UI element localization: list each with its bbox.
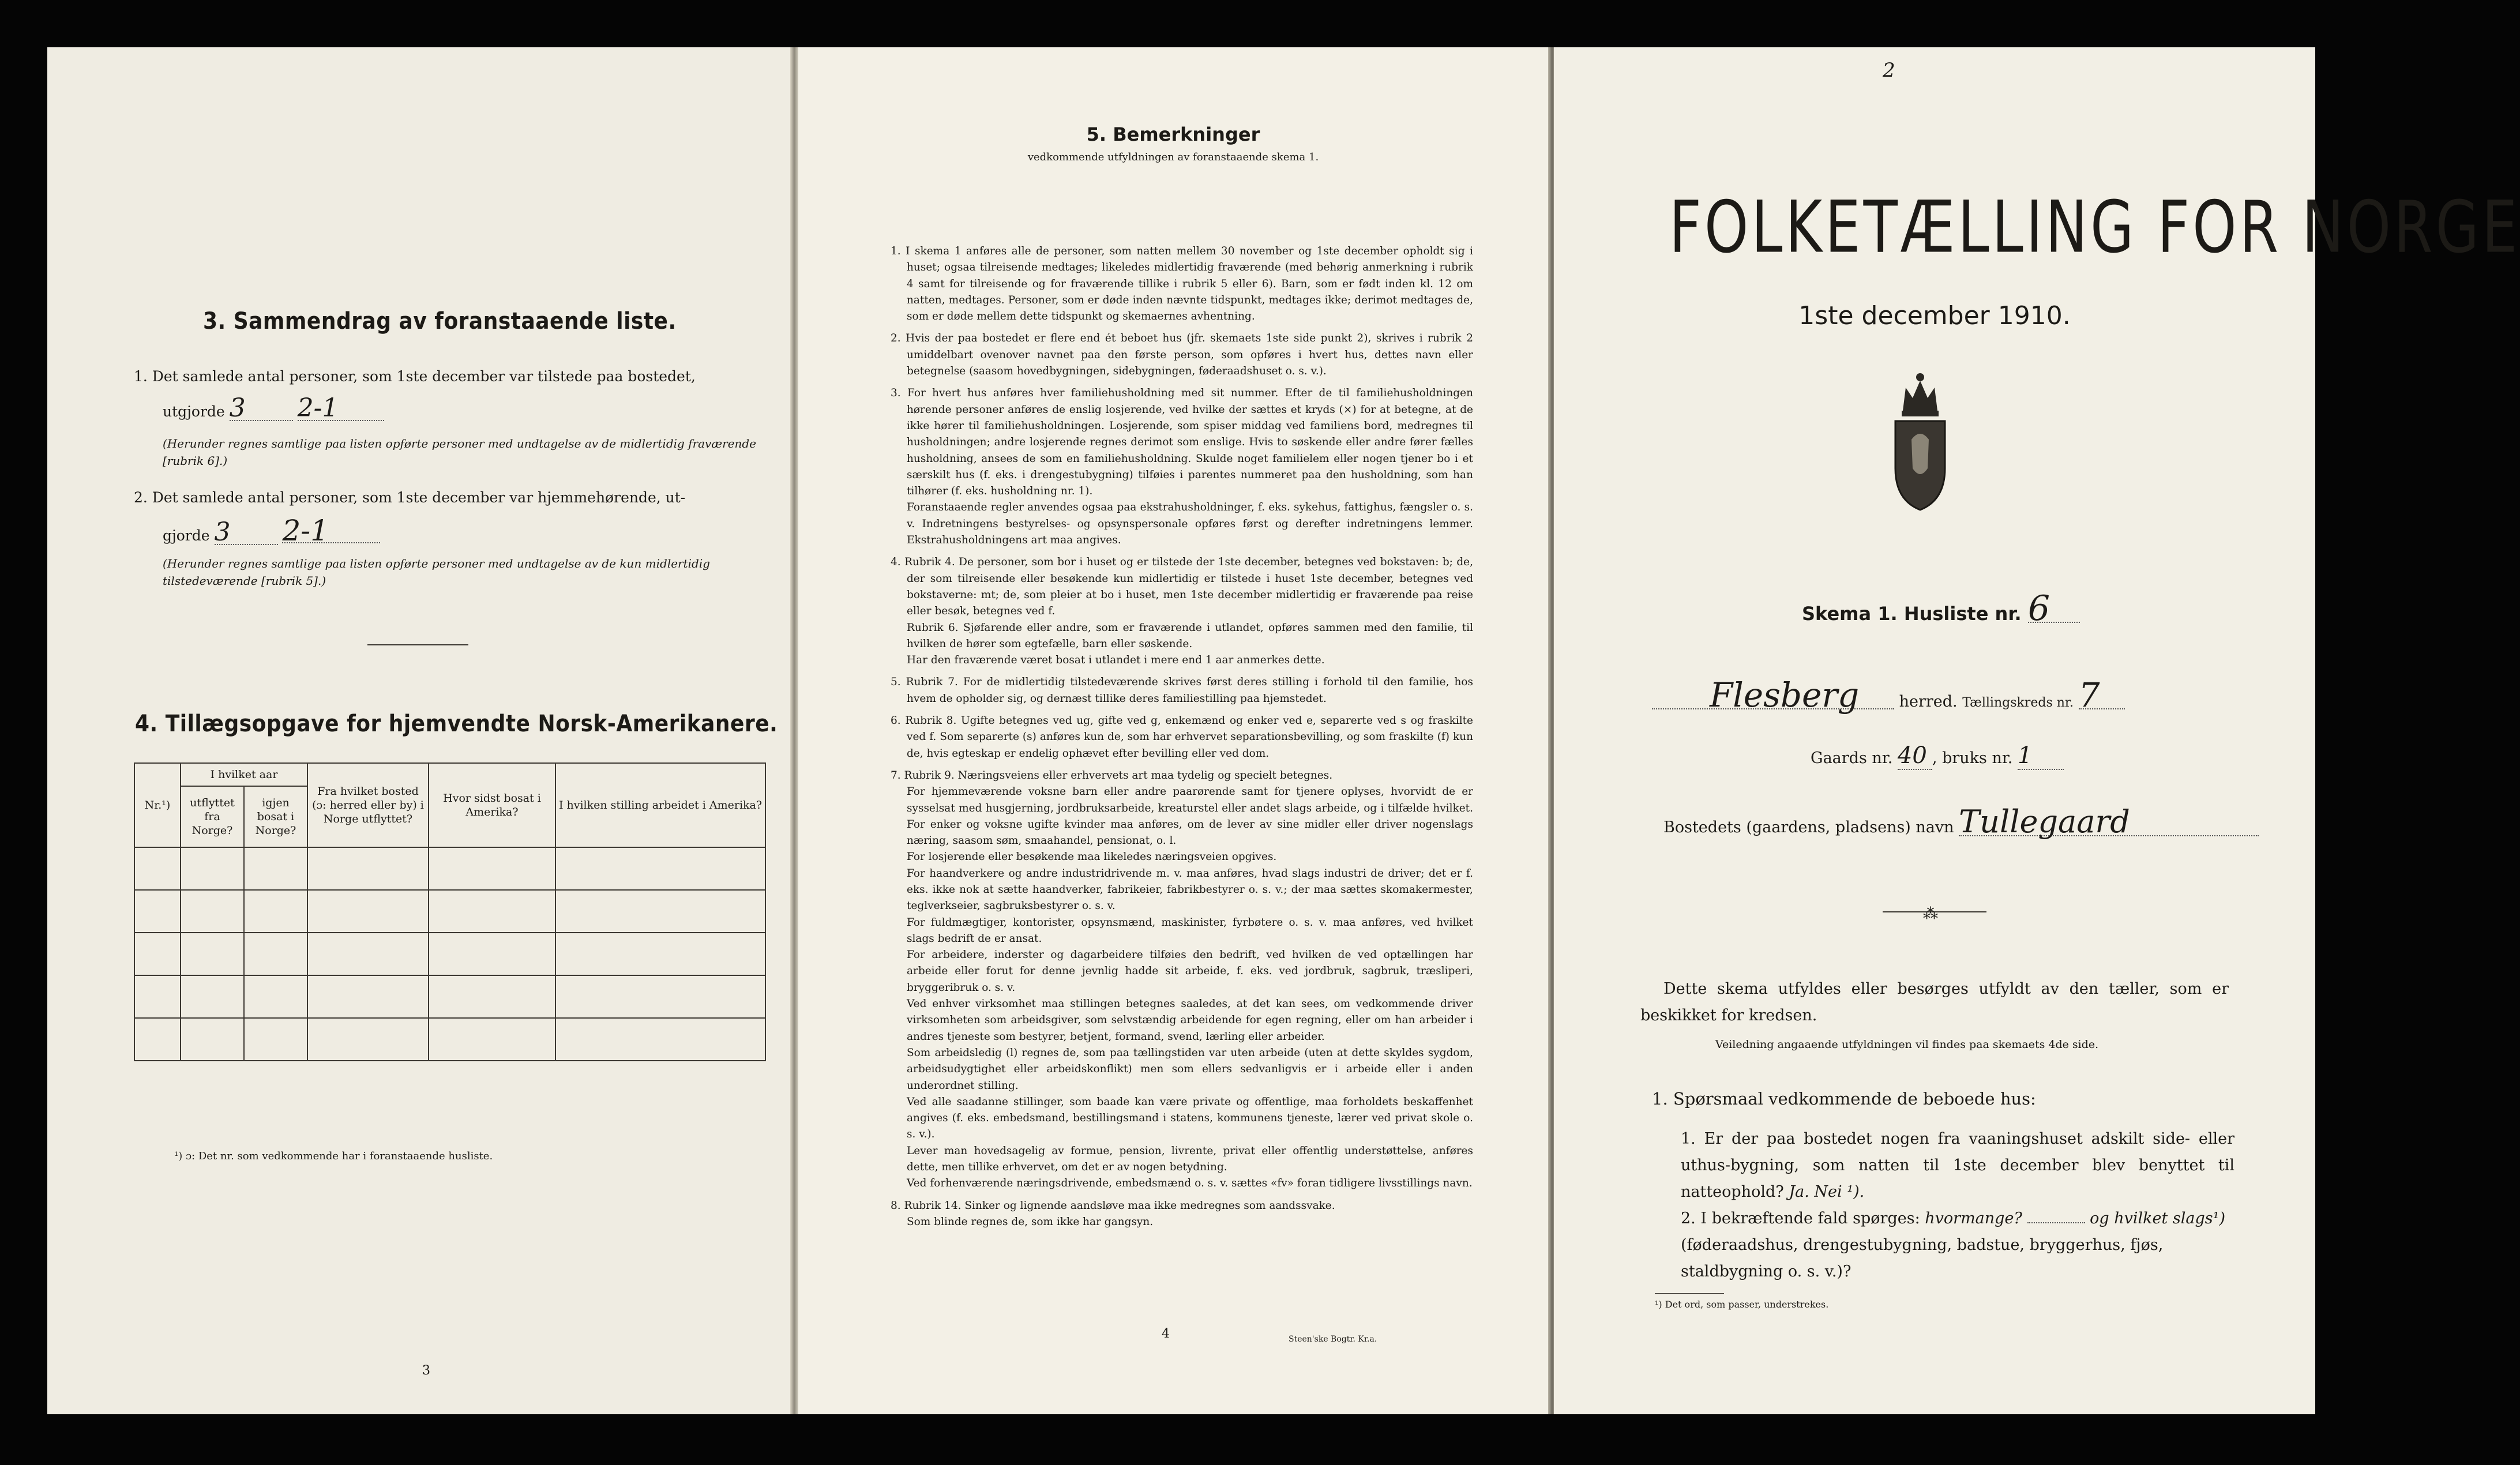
herred-line: Flesberg herred. Tællingskreds nr. 7 (1652, 682, 2263, 716)
question-1-answer: Ja. Nei ¹). (1789, 1183, 1865, 1201)
summary-item-2-values: gjorde 3 2-1 (163, 519, 566, 549)
remarks-subtitle: vedkommende utfyldningen av foranstaaende skema 1. (1027, 151, 1319, 163)
table-row (134, 975, 765, 1018)
page-3 (47, 47, 790, 1414)
coat-of-arms-icon (1883, 370, 1958, 514)
remarks-title: 5. Bemerkninger (1086, 123, 1260, 145)
col-year-group: I hvilket aar (181, 763, 307, 786)
remark-6: 6. Rubrik 8. Ugifte betegnes ved ug, gifte ved g, enkemænd og enker ved e, separerte ved s og fraskilte ved f. Som separerte (s) anføres kun de, som har erhvervet separationsbevilling, og som fraskilte (f) kun de, hvis egteskap er endelig ophævet efter bevilling eller ved dom. (891, 715, 1473, 760)
herred-value: Flesberg (1652, 682, 1894, 709)
gaards-line: Gaards nr. 40 , bruks nr. 1 (1811, 742, 2064, 772)
census-title: FOLKETÆLLING FOR NORGE (1669, 186, 2520, 269)
ornament: ⁂ (1923, 906, 1938, 923)
table-row (134, 933, 765, 975)
summary-item-2: 2. Det samlede antal personer, som 1ste december var hjemmehørende, ut- (134, 489, 686, 506)
schema-label: Skema 1. Husliste nr. 6 (1802, 595, 2080, 627)
col-last-residence: Hvor sidst bosat i Amerika? (429, 763, 555, 847)
col-nr: Nr.¹) (134, 763, 181, 847)
present-count-split: 2-1 (298, 397, 384, 421)
printer-credit: Steen'ske Bogtr. Kr.a. (1289, 1335, 1377, 1344)
page-1 (1554, 47, 2520, 1414)
page-4 (798, 47, 1548, 1414)
question-2: 2. I bekræftende fald spørges: hvormange? og hvilket slags¹) (føderaadshus, drengestubygning, badstue, bryggerhus, fjøs, staldbygning o. s. v.)? (1681, 1209, 2225, 1280)
questions-title: 1. Spørsmaal vedkommende de beboede hus: (1652, 1089, 2036, 1109)
remark-2: 2. Hvis der paa bostedet er flere end ét beboet hus (jfr. skemaets 1ste side punkt 2), skrives i rubrik 2 umiddelbart ovenover navnet paa den første person, som opføres i hvert hus, dettes navn eller betegnelse (saasom hovedbygningen, sidebygningen, føderaadshuset o. s. v.). (891, 332, 1473, 378)
gaards-number: 40 (1898, 742, 1932, 770)
section-4-title: 4. Tillægsopgave for hjemvendte Norsk-Amerikanere. (135, 711, 778, 737)
table-row (134, 890, 765, 933)
col-returned: igjen bosat i Norge? (244, 786, 307, 847)
bruks-number: 1 (2018, 742, 2064, 770)
bosted-line: Bostedets (gaardens, pladsens) navn Tullegaard (1663, 809, 2259, 841)
resident-count-split: 2-1 (282, 519, 380, 543)
remark-5: 5. Rubrik 7. For de midlertidig tilstedeværende skrives først deres stilling i forhold til den familie, hos hvem de opholder sig, og dernæst tillike deres familiestilling paa hjemstedet. (891, 676, 1473, 705)
section-3-title: 3. Sammendrag av foranstaaende liste. (203, 308, 677, 335)
husliste-number: 6 (2028, 595, 2080, 623)
remark-8: 8. Rubrik 14. Sinker og lignende aandsløve maa ikke medregnes som aandssvake. Som blinde regnes de, som ikke har gangsyn. (891, 1199, 1335, 1228)
page-number-3: 3 (422, 1363, 430, 1378)
norwegian-american-table (134, 762, 766, 1061)
remark-4: 4. Rubrik 4. De personer, som bor i huset og er tilstede der 1ste december, betegnes ved bokstaven: b; de, der som tilreisende eller besøkende kun midlertidig er tilstede i huset 1ste december, betegnes ved bokstaverne: mt; de, som pleier at bo i huset, men 1ste december midlertidig er fraværende paa reise eller besøk, betegnes ved f. Rubrik 6. Sjøfarende eller andre, som er fraværende i utlandet, opføres sammen med den familie, til hvilken de hører som egtefælle, barn eller søskende. Har den fraværende været bosat i utlandet i mere end 1 aar anmerkes dette. (891, 556, 1473, 667)
remark-7: 7. Rubrik 9. Næringsveiens eller erhvervets art maa tydelig og specielt betegnes. For hjemmeværende voksne barn eller andre paarørende samt for tjenere oplyses, hvorvidt de er sysselsat med husgjerning, jordbruksarbeide, kreaturstel eller andet slags arbeide, og i tilfælde hvilket. For enker og voksne ugifte kvinder maa anføres, om de lever av sine midler eller driver nogenslags næring, saasom søm, smaahandel, pensionat, o. l. For losjerende eller besøkende maa likeledes næringsveien opgives. For haandverkere og andre industridrivende m. v. maa anføres, hvad slags industri de driver; det er f. eks. ikke nok at sætte haandverker, fabrikeier, fabrikbestyrer o. s. v.; der maa sættes skomakermester, teglverkseier, sagbruksbestyrer o. s. v. For fuldmægtiger, kontorister, opsynsmænd, maskinister, fyrbøtere o. s. v. maa anføres, ved hvilket slags bedrift de er ansat. For arbeidere, inderster og dagarbeidere tilføies den bedrift, ved hvilken de ved optællingen har arbeide eller forut for denne jevnlig hadde sit arbeide, f. eks. ved jordbruk, sagbruk, træsliperi, bryggeribruk o. s. v. Ved enhver virksomhet maa stillingen betegnes saaledes, at det kan sees, om vedkommende driver virksomheten som arbeidsgiver, som selvstændig arbeidende for egen regning, eller om han arbeider i andres tjeneste som bestyrer, betjent, formand, svend, lærling eller arbeider. Som arbeidsledig (l) regnes de, som paa tællingstiden var uten arbeide (uten at dette skyldes sygdom, arbeidsudygtighet eller arbeidskonflikt) men som ellers sedvanligvis er i arbeide eller i anden underordnet stilling. Ved alle saadanne stillinger, som baade kan være private og offentlige, maa forholdets beskaffenhet angives (f. eks. embedsmand, bestillingsmand i statens, kommunens tjeneste, lærer ved privat skole o. s. v.). Lever man hovedsagelig av formue, pension, livrente, privat eller offentlig understøttelse, anføres dette, men tillike erhvervet, om det er av nogen betydning. Ved forhenværende næringsdrivende, embedsmænd o. s. v. sættes «fv» foran tidligere livsstillings navn. (891, 769, 1473, 1190)
instruction: Dette skema utfyldes eller besørges utfyldt av den tæller, som er beskikket for kredsen. (1640, 980, 2229, 1024)
summary-note-1: (Herunder regnes samtlige paa listen opførte personer med undtagelse av de midlertidig fraværende [rubrik 6].) (163, 437, 757, 468)
summary-item-1-values: utgjorde 3 2-1 (163, 397, 566, 425)
census-date: 1ste december 1910. (1798, 301, 2071, 330)
present-count: 3 (230, 397, 293, 421)
col-occupation: I hvilken stilling arbeidet i Amerika? (555, 763, 765, 847)
bosted-value: Tullegaard (1959, 809, 2259, 836)
footnote-rule (1655, 1293, 1724, 1294)
col-emigrated: utflyttet fra Norge? (181, 786, 244, 847)
table-row (134, 1018, 765, 1061)
page-fold (790, 47, 798, 1414)
footnote: ¹) Det ord, som passer, understrekes. (1655, 1299, 1829, 1310)
instruction-small: Veiledning angaaende utfyldningen vil findes paa skemaets 4de side. (1715, 1038, 2099, 1051)
table-row (134, 847, 765, 890)
question-1: 1. Er der paa bostedet nogen fra vaaningshuset adskilt side- eller uthus-bygning, som natten til 1ste december blev benyttet til natteophold? Ja. Nei ¹). (1681, 1130, 2234, 1201)
summary-note-2: (Herunder regnes samtlige paa listen opførte personer med undtagelse av de kun midlertidig tilstedeværende [rubrik 5].) (163, 557, 711, 588)
corner-mark: 2 (1883, 59, 1895, 82)
summary-item-1: 1. Det samlede antal personer, som 1ste december var tilstede paa bostedet, (134, 368, 696, 385)
page-number-4: 4 (1162, 1327, 1170, 1341)
col-from-place: Fra hvilket bosted (ɔ: herred eller by) i Norge utflyttet? (307, 763, 429, 847)
divider (367, 644, 468, 645)
remark-3: 3. For hvert hus anføres hver familiehusholdning med sit nummer. Efter de til familiehusholdningen hørende personer anføres de enslig losjerende, ved hvilke der sættes et kryds (×) for at betegne, at de ikke hører til familiehusholdningen. Losjerende, som spiser middag ved familiens bord, medregnes til husholdningen; andre losjerende regnes derimot som enslige. Hvis to søskende eller andre fører fælles husholdning, ansees de som en familiehusholdning. Skulde noget familielem eller nogen tjener bo i et særskilt hus (f. eks. i drengestubygning) tilføies i parentes nummeret paa den husholdning, som han tilhører (f. eks. husholdning nr. 1). Foranstaaende regler anvendes ogsaa paa ekstrahusholdninger, f. eks. sykehus, fattighus, fængsler o. s. v. Indretningens bestyrelses- og opsynspersonale opføres først og derefter indretningens lemmer. Ekstrahusholdningens art maa angives. (891, 387, 1473, 547)
kreds-number: 7 (2079, 682, 2125, 709)
table-footnote: ¹) ɔ: Det nr. som vedkommende har i foranstaaende husliste. (174, 1150, 493, 1162)
remarks-list (891, 243, 1473, 1236)
remark-1: 1. I skema 1 anføres alle de personer, som natten mellem 30 november og 1ste december opholdt sig i huset; ogsaa tilreisende medtages; likeledes midlertidig fraværende (med behørig anmerkning i rubrik 4 samt for tilreisende og for fraværende tillike i rubrik 5 eller 6). Barn, som er født inden kl. 12 om natten, medtages. Personer, som er døde inden nævnte tidspunkt, medtages ikke; derimot medtages de, som er døde mellem dette tidspunkt og skemaernes avhentning. (891, 245, 1473, 323)
resident-count: 3 (215, 521, 278, 545)
